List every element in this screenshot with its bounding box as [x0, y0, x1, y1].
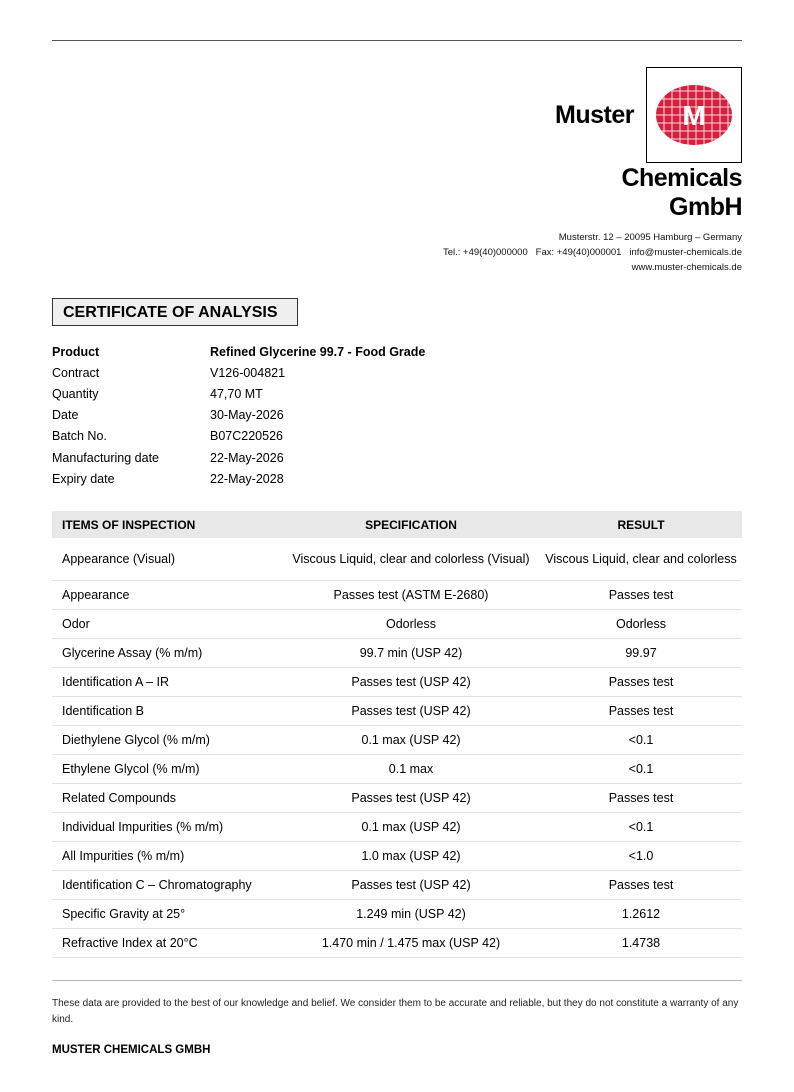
- cell-item: Diethylene Glycol (% m/m): [62, 733, 210, 747]
- cell-item: Appearance: [62, 588, 130, 602]
- info-label: Contract: [52, 365, 100, 380]
- cell-item: Ethylene Glycol (% m/m): [62, 762, 200, 776]
- info-row: [52, 468, 552, 489]
- cell-item: Specific Gravity at 25°: [62, 907, 186, 921]
- info-label: Quantity: [52, 386, 99, 401]
- table-row: [52, 726, 742, 755]
- cell-item: Identification A – IR: [62, 675, 170, 689]
- table-row: [52, 784, 742, 813]
- logo-letter: M: [682, 100, 706, 131]
- info-row: [52, 405, 552, 426]
- footer-company-name: MUSTER CHEMICALS GMBH: [52, 1044, 211, 1056]
- cell-result: <1.0: [628, 849, 654, 863]
- cell-item: Identification C – Chromatography: [62, 878, 252, 892]
- cell-spec: Odorless: [385, 617, 437, 631]
- table-row: [52, 900, 742, 929]
- cell-item: Glycerine Assay (% m/m): [62, 646, 203, 660]
- cell-item: Identification B: [62, 704, 144, 718]
- company-name-word3: GmbH: [669, 193, 742, 221]
- table-row: [52, 639, 742, 668]
- cell-result: 99.97: [625, 646, 657, 660]
- table-row: [52, 538, 742, 581]
- table-row: [52, 697, 742, 726]
- cell-spec: Viscous Liquid, clear and colorless (Visual): [292, 552, 530, 566]
- cell-spec: 1.249 min (USP 42): [356, 907, 466, 921]
- company-address: [443, 230, 742, 275]
- cell-item: Refractive Index at 20°C: [62, 936, 198, 950]
- disclaimer-text: These data are provided to the best of our knowledge and belief. We consider them to be accurate and reliable, but they do not constitute a warranty of any kind.: [52, 998, 739, 1025]
- table-row: [52, 871, 742, 900]
- cell-item: Appearance (Visual): [62, 552, 176, 566]
- cell-result: <0.1: [628, 733, 654, 747]
- cell-spec: Passes test (USP 42): [351, 878, 471, 892]
- info-value: V126-004821: [210, 365, 286, 380]
- company-name-block: [621, 164, 742, 222]
- table-header: [52, 511, 742, 538]
- cell-spec: 0.1 max (USP 42): [361, 820, 461, 834]
- company-logo: [646, 67, 742, 163]
- table-row: [52, 755, 742, 784]
- info-value: 47,70 MT: [210, 386, 263, 401]
- info-label: Batch No.: [52, 429, 107, 444]
- cell-item: Odor: [62, 617, 90, 631]
- info-row: [52, 447, 552, 468]
- header-specification: SPECIFICATION: [365, 517, 457, 532]
- company-name-word2: Chemicals: [621, 164, 742, 192]
- cell-result: Passes test: [608, 704, 674, 718]
- cell-spec: Passes test (USP 42): [351, 704, 471, 718]
- cell-spec: Passes test (USP 42): [351, 675, 471, 689]
- info-value: 22-May-2026: [210, 450, 284, 465]
- info-label: Expiry date: [52, 471, 115, 486]
- info-label: Date: [52, 408, 79, 423]
- cell-spec: 0.1 max (USP 42): [361, 733, 461, 747]
- table-row: [52, 813, 742, 842]
- grid-oval-logo-icon: [647, 68, 741, 162]
- cell-spec: 0.1 max: [388, 762, 434, 776]
- cell-result: Passes test: [608, 588, 674, 602]
- cell-result: <0.1: [628, 820, 654, 834]
- cell-result: 1.2612: [621, 907, 661, 921]
- cell-item: Related Compounds: [62, 791, 176, 805]
- address-contact: Tel.: +49(40)000000 Fax: +49(40)000001 info@muster-chemicals.de: [442, 247, 742, 258]
- info-row: [52, 383, 552, 404]
- cell-item: All Impurities (% m/m): [62, 849, 185, 863]
- top-divider: [52, 40, 742, 41]
- table-row: [52, 842, 742, 871]
- cell-result: Odorless: [615, 617, 667, 631]
- cell-spec: 1.470 min / 1.475 max (USP 42): [321, 936, 501, 950]
- company-name-word1: Muster: [555, 101, 634, 129]
- product-info: [52, 341, 552, 489]
- cell-spec: 1.0 max (USP 42): [361, 849, 461, 863]
- cell-result: 1.4738: [621, 936, 661, 950]
- info-value: B07C220526: [210, 429, 283, 444]
- info-row: [52, 362, 552, 383]
- cell-result: Passes test: [608, 675, 674, 689]
- info-value: 22-May-2028: [210, 471, 284, 486]
- info-value: Refined Glycerine 99.7 - Food Grade: [210, 344, 426, 359]
- table-row: [52, 668, 742, 697]
- info-label: Product: [52, 344, 100, 359]
- document-title: CERTIFICATE OF ANALYSIS: [52, 298, 298, 326]
- cell-result: Passes test: [608, 791, 674, 805]
- address-website: www.muster-chemicals.de: [631, 262, 742, 273]
- info-value: 30-May-2026: [210, 408, 284, 423]
- table-row: [52, 929, 742, 958]
- cell-spec: 99.7 min (USP 42): [359, 646, 463, 660]
- info-row: [52, 426, 552, 447]
- cell-result: Viscous Liquid, clear and colorless: [545, 552, 737, 566]
- info-row: [52, 341, 552, 362]
- cell-result: <0.1: [628, 762, 654, 776]
- header-result: RESULT: [617, 517, 665, 532]
- cell-spec: Passes test (ASTM E-2680): [333, 588, 489, 602]
- inspection-table: [52, 511, 742, 958]
- cell-result: Passes test: [608, 878, 674, 892]
- cell-item: Individual Impurities (% m/m): [62, 820, 224, 834]
- header-items: ITEMS OF INSPECTION: [62, 517, 196, 532]
- address-street: Musterstr. 12 – 20095 Hamburg – Germany: [558, 232, 742, 243]
- info-label: Manufacturing date: [52, 450, 160, 465]
- bottom-divider: [52, 980, 742, 981]
- table-row: [52, 581, 742, 610]
- cell-spec: Passes test (USP 42): [351, 791, 471, 805]
- table-row: [52, 610, 742, 639]
